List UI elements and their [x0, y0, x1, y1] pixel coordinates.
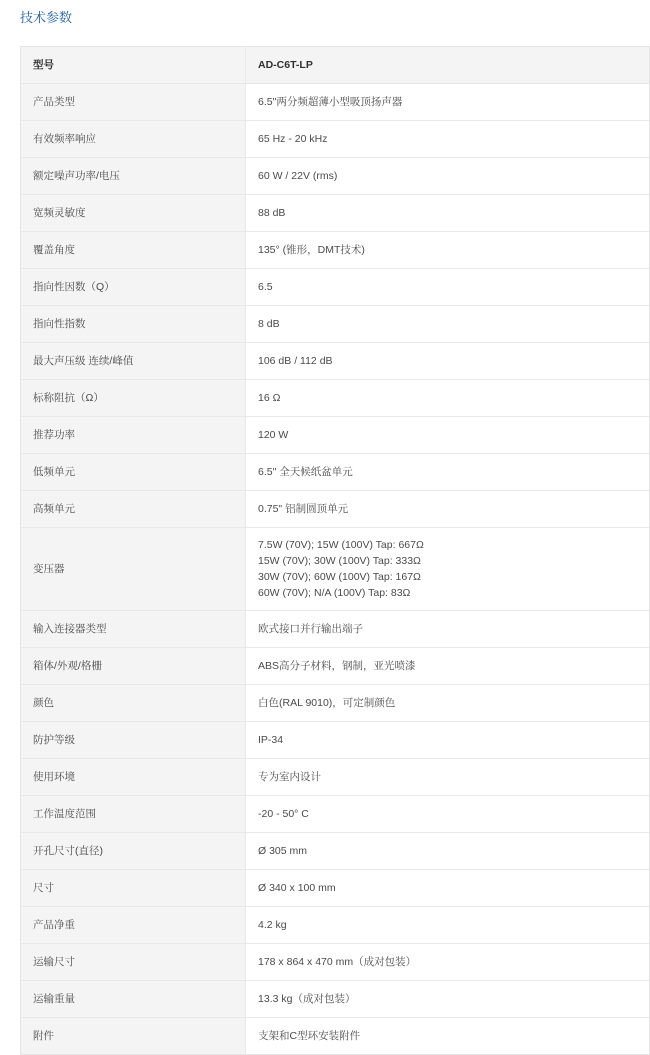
spec-value: 106 dB / 112 dB: [246, 343, 650, 380]
spec-label: 防护等级: [21, 722, 246, 759]
table-row: [21, 528, 650, 611]
spec-label: 产品类型: [21, 84, 246, 121]
spec-value: Ø 340 x 100 mm: [246, 870, 650, 907]
spec-label: 附件: [21, 1018, 246, 1055]
spec-value: 8 dB: [246, 306, 650, 343]
spec-value-line: 60W (70V); N/A (100V) Tap: 83Ω: [258, 587, 411, 599]
spec-value: 6.5"两分频超薄小型吸顶扬声器: [246, 84, 650, 121]
specifications-table-body: [21, 47, 650, 1055]
spec-value: -20 - 50° C: [246, 796, 650, 833]
table-row: [21, 47, 650, 84]
spec-label: 推荐功率: [21, 417, 246, 454]
spec-value: 120 W: [246, 417, 650, 454]
spec-value-line: 7.5W (70V); 15W (100V) Tap: 667Ω: [258, 539, 424, 551]
table-row: [21, 269, 650, 306]
spec-label: 运输尺寸: [21, 944, 246, 981]
spec-label: 额定噪声功率/电压: [21, 158, 246, 195]
spec-label: 产品净重: [21, 907, 246, 944]
spec-value: 白色(RAL 9010)，可定制颜色: [246, 685, 650, 722]
spec-value: 6.5: [246, 269, 650, 306]
spec-label: 高频单元: [21, 491, 246, 528]
table-row: [21, 454, 650, 491]
spec-value: 60 W / 22V (rms): [246, 158, 650, 195]
spec-value: 专为室内设计: [246, 759, 650, 796]
table-row: [21, 84, 650, 121]
spec-value: ABS高分子材料，钢制，亚光喷漆: [246, 648, 650, 685]
table-row: [21, 121, 650, 158]
table-row: [21, 981, 650, 1018]
spec-value: [246, 528, 650, 611]
spec-label: 箱体/外观/格栅: [21, 648, 246, 685]
table-row: [21, 907, 650, 944]
table-row: [21, 759, 650, 796]
table-row: [21, 1018, 650, 1055]
spec-label: 使用环境: [21, 759, 246, 796]
spec-value-line: 15W (70V); 30W (100V) Tap: 333Ω: [258, 555, 421, 567]
spec-value: 欧式接口并行输出端子: [246, 611, 650, 648]
spec-value: 65 Hz - 20 kHz: [246, 121, 650, 158]
spec-label: 最大声压级 连续/峰值: [21, 343, 246, 380]
spec-value: 178 x 864 x 470 mm（成对包装）: [246, 944, 650, 981]
spec-value: 16 Ω: [246, 380, 650, 417]
table-row: [21, 491, 650, 528]
spec-value: 88 dB: [246, 195, 650, 232]
spec-value-line: 30W (70V); 60W (100V) Tap: 167Ω: [258, 571, 421, 583]
spec-page: [0, 10, 650, 1055]
table-row: [21, 722, 650, 759]
spec-label: 尺寸: [21, 870, 246, 907]
page-title: 技术参数: [20, 10, 73, 25]
spec-value: 135° (锥形，DMT技术): [246, 232, 650, 269]
spec-label: 工作温度范围: [21, 796, 246, 833]
spec-label: 标称阻抗（Ω）: [21, 380, 246, 417]
table-row: [21, 195, 650, 232]
spec-label: 颜色: [21, 685, 246, 722]
table-row: [21, 158, 650, 195]
spec-label: 型号: [21, 47, 246, 84]
spec-label: 开孔尺寸(直径): [21, 833, 246, 870]
table-row: [21, 944, 650, 981]
spec-label: 运输重量: [21, 981, 246, 1018]
spec-value: 13.3 kg（成对包装）: [246, 981, 650, 1018]
spec-label: 输入连接器类型: [21, 611, 246, 648]
spec-label: 指向性因数（Q）: [21, 269, 246, 306]
specifications-table: [20, 46, 650, 1055]
spec-label: 指向性指数: [21, 306, 246, 343]
table-row: [21, 611, 650, 648]
table-row: [21, 232, 650, 269]
spec-value: IP-34: [246, 722, 650, 759]
table-row: [21, 796, 650, 833]
table-row: [21, 685, 650, 722]
table-row: [21, 417, 650, 454]
spec-label: 覆盖角度: [21, 232, 246, 269]
spec-value: 4.2 kg: [246, 907, 650, 944]
spec-label: 变压器: [21, 528, 246, 611]
spec-label: 宽频灵敏度: [21, 195, 246, 232]
spec-label: 有效频率响应: [21, 121, 246, 158]
table-row: [21, 343, 650, 380]
spec-value: 0.75" 铝制圆顶单元: [246, 491, 650, 528]
spec-value: AD-C6T-LP: [246, 47, 650, 84]
table-row: [21, 380, 650, 417]
table-row: [21, 306, 650, 343]
spec-value: Ø 305 mm: [246, 833, 650, 870]
spec-value: 6.5" 全天候纸盆单元: [246, 454, 650, 491]
table-row: [21, 870, 650, 907]
spec-value: 支架和C型环安装附件: [246, 1018, 650, 1055]
table-row: [21, 648, 650, 685]
table-row: [21, 833, 650, 870]
spec-label: 低频单元: [21, 454, 246, 491]
